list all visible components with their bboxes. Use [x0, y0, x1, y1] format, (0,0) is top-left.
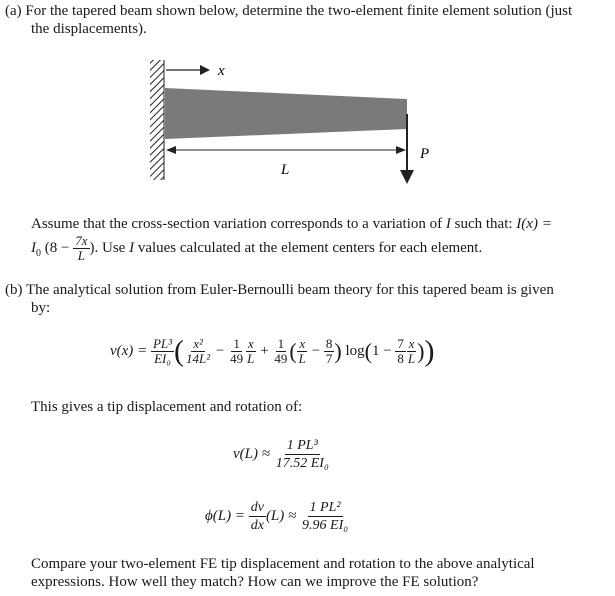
tip-rotation-equation: ϕ(L) = $\frac{dv}{dx}$ (L) ≈ $\frac{\text{1 PL²}}{\text{9.96 EI₀}}$ [205, 500, 349, 534]
tip-text: This gives a tip displacement and rotation of: [31, 399, 303, 415]
tapered-beam [165, 88, 407, 139]
x-axis-label: x [218, 63, 225, 79]
assumption-line-1: Assume that the cross-section variation corresponds to a variation of I such that: I(x) = [31, 216, 552, 232]
load-label: P [420, 146, 430, 162]
length-arrowhead-right [396, 146, 406, 154]
part-b-line-2: by: [31, 300, 51, 316]
closing-line-2: expressions. How well they match? How can we improve the FE solution? [31, 574, 479, 590]
part-a-line-2: the displacements). [31, 21, 147, 37]
part-b-line-1: (b) The analytical solution from Euler-Bernoulli beam theory for this tapered beam is given [5, 282, 554, 298]
tip-displacement-equation: v(L) ≈ $\frac{\text{1 PL³}}{\text{17.52 EI₀}}$ [233, 438, 329, 472]
assumption-line-2: $I_0$ (8 − $\frac{7x}{L}$ ). Use I values calculated at the element centers for each element. [31, 233, 483, 263]
part-a-line-1: (a) For the tapered beam shown below, determine the two-element finite element solution (just [5, 3, 573, 19]
x-axis-arrowhead [200, 65, 210, 75]
length-label: L [281, 162, 290, 178]
length-arrowhead-left [166, 146, 176, 154]
closing-line-1: Compare your two-element FE tip displacement and rotation to the above analytical [31, 556, 535, 572]
load-arrowhead [400, 170, 414, 184]
fixed-support [150, 60, 164, 180]
deflection-equation: v(x) = $\frac{\text{PL³}}{\text{EI₀}}$ ( $\frac{\text{x²}}{\text{14L²}}$ − $\frac{1}{49}$ $\frac{x}{L}$ + $\frac{1}{49}$ ( $\frac{x}{L}$ − $\frac{8}{7}$ ) log(1 − $\frac{7}{8}$ $\frac{x}{L}$ )) [110, 334, 435, 368]
fraction-7x-over-L: $\frac{7x}{L}$ [75, 233, 88, 263]
